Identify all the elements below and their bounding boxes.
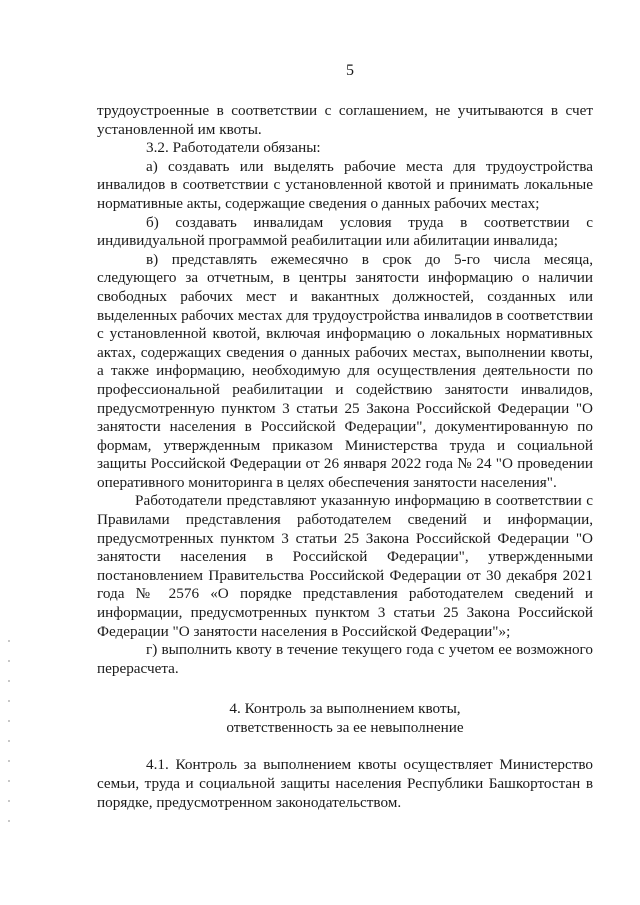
paragraph-item-a: а) создавать или выделять рабочие места для трудоустройства инвалидов в соответствии с установленной квотой и принимать локальные нормативные акты, содержащие сведения о данных рабочих местах; bbox=[97, 157, 593, 212]
paragraph-item-g: г) выполнить квоту в течение текущего года с учетом ее возможного перерасчета. bbox=[97, 641, 593, 677]
document-body bbox=[97, 102, 593, 812]
paragraph-employers-info: Работодатели представляют указанную информацию в соответствии с Правилами представления работодателем сведений и информации, предусмотренных пунктом 3 статьи 25 Закона Российской Федерации "О занятости населения в Российской Федерации", утвержденными постановлением Правительства Российской Федерации от 30 декабря 2021 года № 2576 «О порядке представления работодателем сведений и информации, предусмотренных пунктом 3 статьи 25 Закона Российской Федерации "О занятости населения в Российской Федерации"»; bbox=[97, 492, 593, 640]
paragraph-continuation: трудоустроенные в соответствии с соглашением, не учитываются в счет установленной им квоты. bbox=[97, 102, 593, 138]
section-4-heading-line-2: ответственность за ее невыполнение bbox=[226, 719, 464, 737]
paragraph-3-2-heading: 3.2. Работодатели обязаны: bbox=[146, 139, 321, 157]
page-number: 5 bbox=[346, 62, 354, 79]
section-4-heading bbox=[97, 699, 593, 737]
paragraph-item-b: б) создавать инвалидам условия труда в соответствии с индивидуальной программой реабилитации или абилитации инвалида; bbox=[97, 213, 593, 250]
section-4-heading-line-1: 4. Контроль за выполнением квоты, bbox=[229, 700, 461, 718]
scan-margin-marks bbox=[8, 640, 10, 840]
paragraph-item-v: в) представлять ежемесячно в срок до 5-го числа месяца, следующего за отчетным, в центры занятости информацию о наличии свободных рабочих мест и вакантных должностей, созданных или выделенных рабочих местах для трудоустройства инвалидов в соответствии с установленной квотой, включая информацию о локальных нормативных актах, содержащих сведения о данных рабочих местах, выполнении квоты, а также информацию, необходимую для осуществления деятельности по профессиональной реабилитации и содействию занятости инвалидов, предусмотренную пунктом 3 статьи 25 Закона Российской Федерации "О занятости населения в Российской Федерации", документированную по формам, утвержденным приказом Министерства труда и социальной защиты Российской Федерации от 26 января 2022 года № 24 "О проведении оперативного мониторинга в целях обеспечения занятости населения". bbox=[97, 250, 593, 491]
paragraph-4-1: 4.1. Контроль за выполнением квоты осуществляет Министерство семьи, труда и социальной защиты населения Республики Башкортостан в порядке, предусмотренном законодательством. bbox=[97, 756, 593, 811]
